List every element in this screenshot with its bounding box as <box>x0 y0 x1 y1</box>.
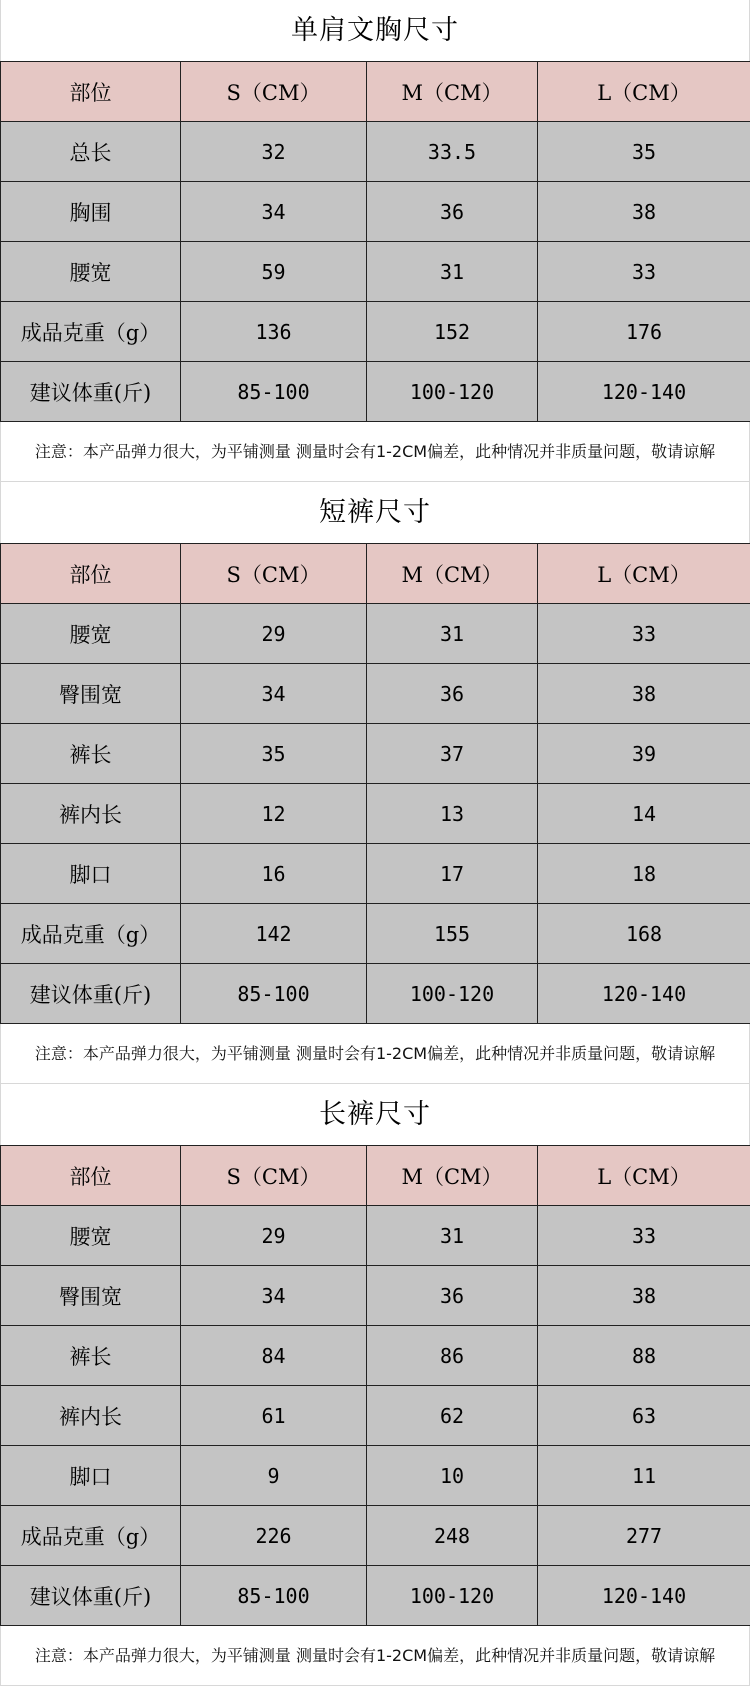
row-value-cell: 34 <box>181 1266 367 1326</box>
row-value-cell: 39 <box>538 724 750 784</box>
row-value-cell: 36 <box>367 1266 538 1326</box>
row-label-cell: 胸围 <box>1 182 181 242</box>
header-cell-part: 部位 <box>1 1146 181 1206</box>
row-value-cell: 17 <box>367 844 538 904</box>
row-value-cell: 100-120 <box>367 362 538 422</box>
row-value-cell: 100-120 <box>367 1566 538 1626</box>
table-row <box>1 664 750 724</box>
size-table <box>0 1145 750 1626</box>
row-value-cell: 12 <box>181 784 367 844</box>
row-value-cell: 120-140 <box>538 1566 750 1626</box>
row-label-cell: 成品克重（g） <box>1 302 181 362</box>
header-cell-size: L（CM） <box>538 62 750 122</box>
row-value-cell: 34 <box>181 664 367 724</box>
row-value-cell: 33 <box>538 242 750 302</box>
row-label-cell: 裤内长 <box>1 784 181 844</box>
row-value-cell: 31 <box>367 242 538 302</box>
header-cell-size: M（CM） <box>367 544 538 604</box>
row-label-cell: 成品克重（g） <box>1 904 181 964</box>
table-row <box>1 362 750 422</box>
size-table <box>0 543 750 1024</box>
row-value-cell: 62 <box>367 1386 538 1446</box>
row-value-cell: 36 <box>367 664 538 724</box>
measurement-note: 注意：本产品弹力很大，为平铺测量 测量时会有1-2CM偏差，此种情况并非质量问题，敬请谅解 <box>0 1626 750 1686</box>
table-row <box>1 242 750 302</box>
row-label-cell: 臀围宽 <box>1 1266 181 1326</box>
row-value-cell: 14 <box>538 784 750 844</box>
table-header-row <box>1 62 750 122</box>
header-cell-size: S（CM） <box>181 62 367 122</box>
table-row <box>1 1326 750 1386</box>
table-row <box>1 302 750 362</box>
row-value-cell: 176 <box>538 302 750 362</box>
table-row <box>1 724 750 784</box>
row-value-cell: 100-120 <box>367 964 538 1024</box>
row-value-cell: 59 <box>181 242 367 302</box>
row-label-cell: 脚口 <box>1 844 181 904</box>
row-value-cell: 248 <box>367 1506 538 1566</box>
row-value-cell: 9 <box>181 1446 367 1506</box>
header-cell-size: S（CM） <box>181 1146 367 1206</box>
row-value-cell: 155 <box>367 904 538 964</box>
row-value-cell: 142 <box>181 904 367 964</box>
row-value-cell: 34 <box>181 182 367 242</box>
header-cell-size: S（CM） <box>181 544 367 604</box>
table-row <box>1 904 750 964</box>
row-value-cell: 120-140 <box>538 964 750 1024</box>
row-value-cell: 85-100 <box>181 964 367 1024</box>
row-label-cell: 建议体重(斤) <box>1 362 181 422</box>
row-label-cell: 裤内长 <box>1 1386 181 1446</box>
row-value-cell: 38 <box>538 182 750 242</box>
table-row <box>1 604 750 664</box>
row-value-cell: 31 <box>367 1206 538 1266</box>
row-value-cell: 18 <box>538 844 750 904</box>
row-value-cell: 38 <box>538 1266 750 1326</box>
table-row <box>1 784 750 844</box>
row-value-cell: 36 <box>367 182 538 242</box>
row-label-cell: 臀围宽 <box>1 664 181 724</box>
row-label-cell: 裤长 <box>1 724 181 784</box>
size-section <box>0 1084 750 1686</box>
table-row <box>1 1266 750 1326</box>
header-cell-part: 部位 <box>1 544 181 604</box>
table-row <box>1 182 750 242</box>
section-title: 长裤尺寸 <box>0 1084 750 1145</box>
row-value-cell: 10 <box>367 1446 538 1506</box>
row-value-cell: 13 <box>367 784 538 844</box>
row-label-cell: 总长 <box>1 122 181 182</box>
header-cell-size: M（CM） <box>367 62 538 122</box>
table-row <box>1 1506 750 1566</box>
section-title: 短裤尺寸 <box>0 482 750 543</box>
row-value-cell: 85-100 <box>181 1566 367 1626</box>
measurement-note: 注意：本产品弹力很大，为平铺测量 测量时会有1-2CM偏差，此种情况并非质量问题，敬请谅解 <box>0 1024 750 1084</box>
row-value-cell: 16 <box>181 844 367 904</box>
header-cell-size: M（CM） <box>367 1146 538 1206</box>
table-row <box>1 844 750 904</box>
row-value-cell: 37 <box>367 724 538 784</box>
row-value-cell: 277 <box>538 1506 750 1566</box>
row-value-cell: 35 <box>181 724 367 784</box>
table-header-row <box>1 1146 750 1206</box>
table-row <box>1 1566 750 1626</box>
table-row <box>1 1446 750 1506</box>
table-header-row <box>1 544 750 604</box>
row-label-cell: 腰宽 <box>1 242 181 302</box>
size-section <box>0 0 750 482</box>
row-value-cell: 168 <box>538 904 750 964</box>
row-value-cell: 120-140 <box>538 362 750 422</box>
row-value-cell: 86 <box>367 1326 538 1386</box>
header-cell-part: 部位 <box>1 62 181 122</box>
row-value-cell: 152 <box>367 302 538 362</box>
row-value-cell: 61 <box>181 1386 367 1446</box>
row-value-cell: 33.5 <box>367 122 538 182</box>
table-row <box>1 1386 750 1446</box>
row-value-cell: 33 <box>538 604 750 664</box>
row-value-cell: 29 <box>181 604 367 664</box>
measurement-note: 注意：本产品弹力很大，为平铺测量 测量时会有1-2CM偏差，此种情况并非质量问题，敬请谅解 <box>0 422 750 482</box>
row-value-cell: 32 <box>181 122 367 182</box>
row-label-cell: 腰宽 <box>1 604 181 664</box>
row-value-cell: 63 <box>538 1386 750 1446</box>
row-value-cell: 11 <box>538 1446 750 1506</box>
table-row <box>1 122 750 182</box>
header-cell-size: L（CM） <box>538 1146 750 1206</box>
row-label-cell: 脚口 <box>1 1446 181 1506</box>
table-row <box>1 964 750 1024</box>
row-value-cell: 226 <box>181 1506 367 1566</box>
row-value-cell: 33 <box>538 1206 750 1266</box>
row-label-cell: 建议体重(斤) <box>1 964 181 1024</box>
row-value-cell: 88 <box>538 1326 750 1386</box>
size-section <box>0 482 750 1084</box>
row-value-cell: 85-100 <box>181 362 367 422</box>
row-value-cell: 35 <box>538 122 750 182</box>
row-label-cell: 腰宽 <box>1 1206 181 1266</box>
row-value-cell: 136 <box>181 302 367 362</box>
row-value-cell: 84 <box>181 1326 367 1386</box>
table-row <box>1 1206 750 1266</box>
size-table <box>0 61 750 422</box>
header-cell-size: L（CM） <box>538 544 750 604</box>
row-label-cell: 裤长 <box>1 1326 181 1386</box>
section-title: 单肩文胸尺寸 <box>0 0 750 61</box>
row-label-cell: 建议体重(斤) <box>1 1566 181 1626</box>
row-value-cell: 38 <box>538 664 750 724</box>
row-value-cell: 29 <box>181 1206 367 1266</box>
row-value-cell: 31 <box>367 604 538 664</box>
row-label-cell: 成品克重（g） <box>1 1506 181 1566</box>
